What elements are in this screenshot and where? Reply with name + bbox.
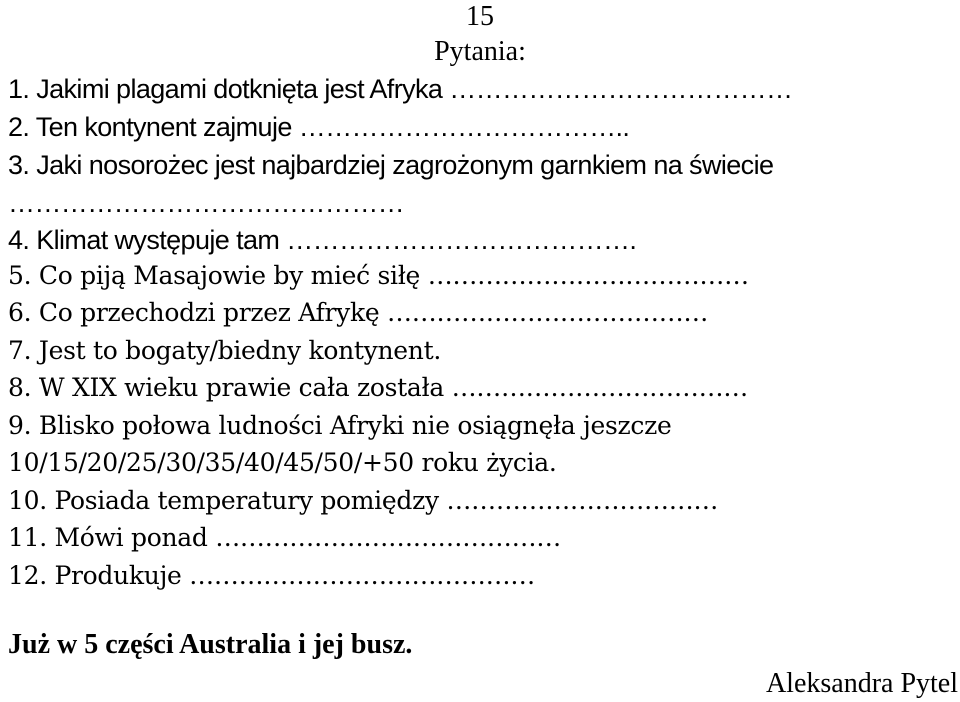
- question-3: 3. Jaki nosorożec jest najbardziej zagrożonym garnkiem na świecie: [8, 150, 774, 180]
- question-11: 11. Mówi ponad ……………………………………: [8, 523, 562, 552]
- question-10: 10. Posiada temperatury pomiędzy ……………………………: [8, 486, 719, 515]
- page-number: 15: [466, 1, 494, 32]
- question-12: 12. Produkuje ……………………………………: [8, 561, 535, 590]
- question-5: 5. Co piją Masajowie by mieć siłę …………………………………: [8, 261, 749, 290]
- question-2: 2. Ten kontynent zajmuje ………………………………..: [8, 112, 630, 142]
- author-signature: Aleksandra Pytel: [765, 668, 958, 699]
- question-9: 9. Blisko połowa ludności Afryki nie osiągnęła jeszcze: [8, 411, 672, 440]
- question-9-continued: 10/15/20/25/30/35/40/45/50/+50 roku życia.: [8, 448, 557, 477]
- question-1: 1. Jakimi plagami dotknięta jest Afryka …………………………………: [8, 74, 793, 104]
- footer-note: Już w 5 części Australia i jej busz.: [8, 629, 413, 660]
- question-6: 6. Co przechodzi przez Afrykę …………………………………: [8, 298, 709, 327]
- question-4: 4. Klimat występuje tam ………………………………….: [8, 225, 637, 255]
- question-8: 8. W XIX wieku prawie cała została ………………………………: [8, 373, 748, 402]
- question-7: 7. Jest to bogaty/biedny kontynent.: [8, 336, 441, 365]
- page-heading: Pytania:: [434, 36, 526, 67]
- question-3-answer-line: ………………………………………: [8, 188, 405, 218]
